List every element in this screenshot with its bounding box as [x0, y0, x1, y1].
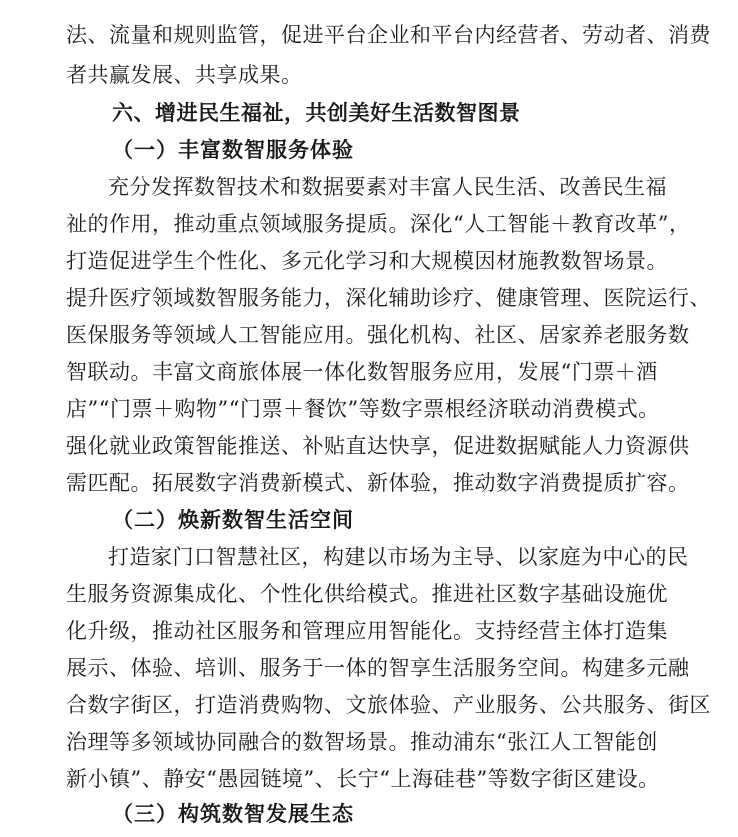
intro-line-1: 法、流量和规则监管，促进平台企业和平台内经营者、劳动者、消费	[66, 23, 711, 47]
paragraph-1-line-6: 智联动。丰富文商旅体展一体化数智服务应用，发展“门票＋酒	[66, 360, 658, 384]
intro-line-2: 者共赢发展、共享成果。	[66, 63, 303, 87]
paragraph-1-line-5: 医保服务等领域人工智能应用。强化机构、社区、居家养老服务数	[66, 323, 690, 347]
paragraph-2-line-7: 新小镇”、静安“愚园链境”、长宁“上海硅巷”等数字街区建设。	[66, 767, 660, 791]
paragraph-2-line-6: 治理等多领域协同融合的数智场景。推动浦东“张江人工智能创	[66, 730, 658, 754]
paragraph-1-line-1: 充分发挥数智技术和数据要素对丰富人民生活、改善民生福	[108, 175, 667, 199]
paragraph-2-line-5: 合数字街区，打造消费购物、文旅体验、产业服务、公共服务、街区	[66, 693, 711, 717]
subsection-heading-3: （三）构筑数智发展生态	[112, 801, 354, 826]
paragraph-1-line-8: 强化就业政策智能推送、补贴直达快享，促进数据赋能人力资源供	[66, 434, 690, 458]
paragraph-2-line-3: 化升级，推动社区服务和管理应用智能化。支持经营主体打造集	[66, 619, 668, 643]
subsection-heading-2: （二）焕新数智生活空间	[112, 507, 354, 532]
paragraph-1-line-4: 提升医疗领域数智服务能力，深化辅助诊疗、健康管理、医院运行、	[66, 286, 711, 310]
paragraph-1-line-3: 打造促进学生个性化、多元化学习和大规模因材施教数智场景。	[66, 249, 668, 273]
section-title: 六、增进民生福祉，共创美好生活数智图景	[112, 101, 521, 125]
paragraph-2-line-2: 生服务资源集成化、个性化供给模式。推进社区数字基础设施优	[66, 582, 668, 606]
subsection-heading-1: （一）丰富数智服务体验	[112, 137, 354, 162]
paragraph-1-line-9: 需匹配。拓展数字消费新模式、新体验，推动数字消费提质扩容。	[66, 471, 690, 495]
paragraph-1-line-7: 店”“门票＋购物”“门票＋餐饮”等数字票根经济联动消费模式。	[66, 397, 660, 421]
paragraph-2-line-4: 展示、体验、培训、服务于一体的智享生活服务空间。构建多元融	[66, 656, 690, 680]
paragraph-2-line-1: 打造家门口智慧社区，构建以市场为主导、以家庭为中心的民	[108, 545, 689, 569]
paragraph-1-line-2: 祉的作用，推动重点领域服务提质。深化“人工智能＋教育改革”，	[66, 212, 691, 236]
